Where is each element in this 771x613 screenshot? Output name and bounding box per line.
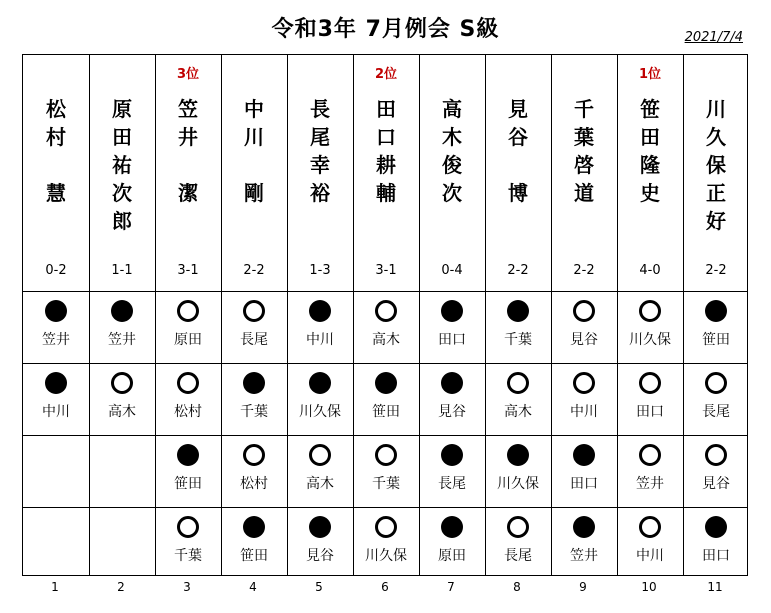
player-record: 3-1 <box>375 263 397 278</box>
opponent-name: 川久保 <box>299 404 341 420</box>
column-index: 7 <box>447 580 455 594</box>
game-cell <box>485 507 551 579</box>
loss-dot-icon <box>243 372 265 394</box>
game-cell <box>89 363 155 435</box>
opponent-name: 高木 <box>504 404 532 420</box>
opponent-name: 長尾 <box>702 404 730 420</box>
player-record: 3-1 <box>177 263 199 278</box>
opponent-name: 笠井 <box>42 332 70 348</box>
column-index: 4 <box>249 580 257 594</box>
player-name: 川 久 保 正 好 <box>706 97 726 233</box>
loss-dot-icon <box>507 444 529 466</box>
opponent-name: 長尾 <box>240 332 268 348</box>
player-record: 2-2 <box>243 263 265 278</box>
game-cell <box>287 363 353 435</box>
column-index: 3 <box>183 580 191 594</box>
game-cell <box>155 363 221 435</box>
opponent-name: 笠井 <box>636 476 664 492</box>
column-index: 1 <box>51 580 59 594</box>
opponent-name: 高木 <box>306 476 334 492</box>
column-index: 9 <box>579 580 587 594</box>
win-circle-icon <box>639 516 661 538</box>
opponent-name: 中川 <box>570 404 598 420</box>
game-cell <box>155 435 221 507</box>
game-cell <box>683 435 749 507</box>
opponent-name: 中川 <box>306 332 334 348</box>
column-index: 2 <box>117 580 125 594</box>
loss-dot-icon <box>507 300 529 322</box>
opponent-name: 原田 <box>174 332 202 348</box>
game-cell <box>419 435 485 507</box>
player-name: 笹 田 隆 史 <box>640 97 660 205</box>
win-circle-icon <box>375 300 397 322</box>
loss-dot-icon <box>441 372 463 394</box>
game-cell <box>353 435 419 507</box>
game-cell <box>89 291 155 363</box>
player-record: 1-3 <box>309 263 331 278</box>
opponent-name: 川久保 <box>365 548 407 564</box>
win-circle-icon <box>573 300 595 322</box>
player-name: 笠 井 潔 <box>178 97 198 205</box>
opponent-name: 笹田 <box>372 404 400 420</box>
win-circle-icon <box>573 372 595 394</box>
win-circle-icon <box>243 444 265 466</box>
loss-dot-icon <box>111 300 133 322</box>
loss-dot-icon <box>243 516 265 538</box>
loss-dot-icon <box>441 444 463 466</box>
loss-dot-icon <box>705 516 727 538</box>
player-record: 2-2 <box>507 263 529 278</box>
game-cell <box>683 363 749 435</box>
game-cell <box>23 363 89 435</box>
opponent-name: 見谷 <box>306 548 334 564</box>
win-circle-icon <box>639 444 661 466</box>
player-record: 0-4 <box>441 263 463 278</box>
loss-dot-icon <box>309 516 331 538</box>
game-cell <box>221 363 287 435</box>
win-circle-icon <box>177 300 199 322</box>
game-cell <box>551 507 617 579</box>
win-circle-icon <box>111 372 133 394</box>
rank-label: 2位 <box>374 67 398 82</box>
results-table <box>22 54 748 576</box>
game-cell <box>683 507 749 579</box>
win-circle-icon <box>705 444 727 466</box>
loss-dot-icon <box>441 516 463 538</box>
win-circle-icon <box>375 516 397 538</box>
win-circle-icon <box>177 516 199 538</box>
opponent-name: 笹田 <box>174 476 202 492</box>
game-cell <box>23 291 89 363</box>
opponent-name: 川久保 <box>629 332 671 348</box>
game-cell <box>617 291 683 363</box>
loss-dot-icon <box>705 300 727 322</box>
win-circle-icon <box>705 372 727 394</box>
loss-dot-icon <box>573 516 595 538</box>
game-cell <box>485 435 551 507</box>
opponent-name: 高木 <box>108 404 136 420</box>
game-cell <box>485 291 551 363</box>
opponent-name: 笹田 <box>240 548 268 564</box>
page-title: 令和3年 7月例会 S級 <box>271 17 500 42</box>
player-record: 2-2 <box>573 263 595 278</box>
game-cell <box>353 507 419 579</box>
player-name: 長 尾 幸 裕 <box>310 97 330 205</box>
opponent-name: 高木 <box>372 332 400 348</box>
opponent-name: 田口 <box>636 404 664 420</box>
win-circle-icon <box>177 372 199 394</box>
column-index: 11 <box>707 580 723 594</box>
opponent-name: 笠井 <box>108 332 136 348</box>
player-name: 原 田 祐 次 郎 <box>112 97 132 233</box>
opponent-name: 長尾 <box>504 548 532 564</box>
win-circle-icon <box>375 444 397 466</box>
opponent-name: 見谷 <box>702 476 730 492</box>
opponent-name: 笹田 <box>702 332 730 348</box>
player-record: 4-0 <box>639 263 661 278</box>
opponent-name: 長尾 <box>438 476 466 492</box>
win-circle-icon <box>507 372 529 394</box>
loss-dot-icon <box>441 300 463 322</box>
game-cell <box>155 507 221 579</box>
game-cell <box>485 363 551 435</box>
player-record: 2-2 <box>705 263 727 278</box>
opponent-name: 松村 <box>240 476 268 492</box>
win-circle-icon <box>639 300 661 322</box>
game-cell <box>287 291 353 363</box>
opponent-name: 松村 <box>174 404 202 420</box>
column-index: 5 <box>315 580 323 594</box>
opponent-name: 千葉 <box>504 332 532 348</box>
game-cell <box>221 291 287 363</box>
win-circle-icon <box>243 300 265 322</box>
game-cell <box>353 363 419 435</box>
player-name: 千 葉 啓 道 <box>574 97 594 205</box>
column-index: 6 <box>381 580 389 594</box>
opponent-name: 原田 <box>438 548 466 564</box>
player-record: 1-1 <box>111 263 133 278</box>
player-name: 松 村 慧 <box>46 97 66 205</box>
game-cell <box>419 291 485 363</box>
game-cell <box>221 435 287 507</box>
game-cell <box>221 507 287 579</box>
loss-dot-icon <box>45 372 67 394</box>
opponent-name: 田口 <box>702 548 730 564</box>
opponent-name: 笠井 <box>570 548 598 564</box>
game-cell <box>551 291 617 363</box>
column-index: 10 <box>641 580 657 594</box>
opponent-name: 千葉 <box>372 476 400 492</box>
game-cell <box>617 507 683 579</box>
opponent-name: 田口 <box>438 332 466 348</box>
loss-dot-icon <box>177 444 199 466</box>
game-cell <box>155 291 221 363</box>
player-name: 見 谷 博 <box>508 97 528 205</box>
game-cell <box>353 291 419 363</box>
win-circle-icon <box>507 516 529 538</box>
win-circle-icon <box>639 372 661 394</box>
loss-dot-icon <box>309 300 331 322</box>
player-name: 高 木 俊 次 <box>442 97 462 205</box>
player-name: 田 口 耕 輔 <box>376 97 396 205</box>
opponent-name: 田口 <box>570 476 598 492</box>
player-name: 中 川 剛 <box>244 97 264 205</box>
game-cell <box>617 435 683 507</box>
player-record: 0-2 <box>45 263 67 278</box>
event-date: 2021/7/4 <box>684 30 743 45</box>
game-cell <box>551 363 617 435</box>
opponent-name: 千葉 <box>240 404 268 420</box>
opponent-name: 中川 <box>42 404 70 420</box>
game-cell <box>287 507 353 579</box>
loss-dot-icon <box>375 372 397 394</box>
game-cell <box>419 363 485 435</box>
game-cell <box>419 507 485 579</box>
rank-label: 3位 <box>176 67 200 82</box>
game-cell <box>287 435 353 507</box>
opponent-name: 中川 <box>636 548 664 564</box>
opponent-name: 川久保 <box>497 476 539 492</box>
loss-dot-icon <box>45 300 67 322</box>
loss-dot-icon <box>309 372 331 394</box>
game-cell <box>617 363 683 435</box>
rank-label: 1位 <box>638 67 662 82</box>
opponent-name: 見谷 <box>570 332 598 348</box>
opponent-name: 千葉 <box>174 548 202 564</box>
loss-dot-icon <box>573 444 595 466</box>
column-index: 8 <box>513 580 521 594</box>
opponent-name: 見谷 <box>438 404 466 420</box>
game-cell <box>683 291 749 363</box>
win-circle-icon <box>309 444 331 466</box>
game-cell <box>551 435 617 507</box>
